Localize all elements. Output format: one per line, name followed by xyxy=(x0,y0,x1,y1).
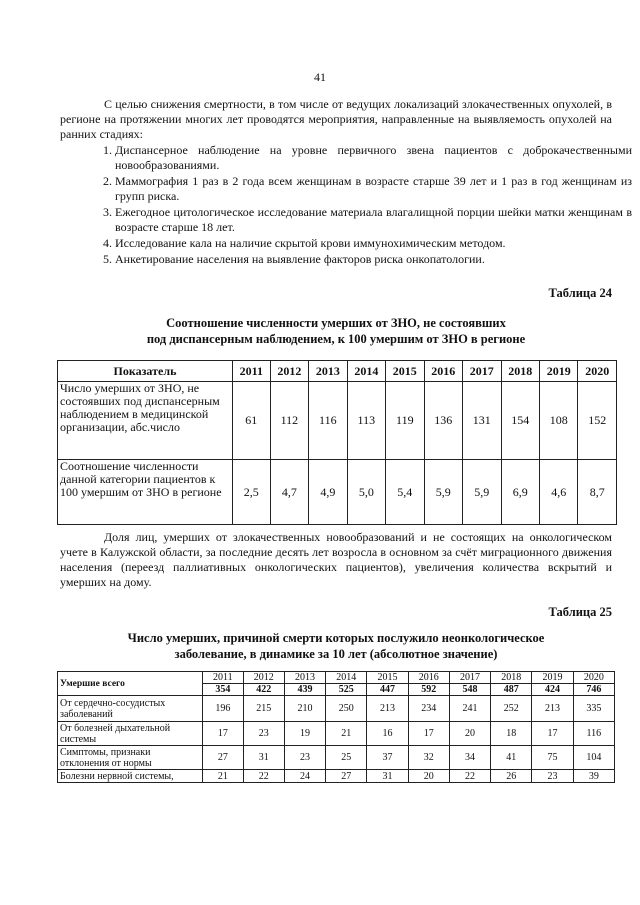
value-cell: 19 xyxy=(284,722,325,746)
value-cell: 20 xyxy=(449,722,490,746)
table-row xyxy=(58,722,615,746)
measures-list xyxy=(95,143,632,268)
table-row xyxy=(58,382,617,460)
value-cell: 335 xyxy=(573,696,614,722)
value-cell: 31 xyxy=(243,746,284,770)
value-cell: 2,5 xyxy=(233,460,271,525)
value-cell: 39 xyxy=(573,770,614,783)
value-cell: 116 xyxy=(573,722,614,746)
year-cell: 2012 xyxy=(270,361,308,382)
year-cell: 2018 xyxy=(501,361,539,382)
value-cell: 6,9 xyxy=(501,460,539,525)
year-cell: 2019 xyxy=(540,361,578,382)
table-25 xyxy=(57,671,615,783)
value-cell: 215 xyxy=(243,696,284,722)
year-cell: 2015 xyxy=(367,672,408,684)
value-cell: 25 xyxy=(326,746,367,770)
total-cell: 487 xyxy=(491,684,532,696)
total-cell: 525 xyxy=(326,684,367,696)
value-cell: 5,0 xyxy=(347,460,385,525)
value-cell: 154 xyxy=(501,382,539,460)
year-cell: 2011 xyxy=(203,672,244,684)
list-item: 3. Ежегодное цитологическое исследование материала влагалищной порции шейки матки женщинам в возрасте старше 18 лет. xyxy=(115,205,632,235)
year-cell: 2013 xyxy=(284,672,325,684)
value-cell: 27 xyxy=(203,746,244,770)
value-cell: 22 xyxy=(243,770,284,783)
value-cell: 22 xyxy=(449,770,490,783)
value-cell: 61 xyxy=(233,382,271,460)
value-cell: 210 xyxy=(284,696,325,722)
value-cell: 26 xyxy=(491,770,532,783)
value-cell: 113 xyxy=(347,382,385,460)
value-cell: 8,7 xyxy=(578,460,617,525)
year-cell: 2017 xyxy=(449,672,490,684)
year-cell: 2019 xyxy=(532,672,573,684)
row-label: Число умерших от ЗНО, не состоявших под диспансерным наблюдением в медицинской организации, абс.число xyxy=(58,382,233,460)
row-label: Соотношение численности данной категории пациентов к 100 умершим от ЗНО в регионе xyxy=(58,460,233,525)
header-cell: Показатель xyxy=(58,361,233,382)
table-row xyxy=(58,746,615,770)
row-label: Болезни нервной системы, xyxy=(58,770,203,783)
value-cell: 18 xyxy=(491,722,532,746)
value-cell: 250 xyxy=(326,696,367,722)
row-label: Симптомы, признаки отклонения от нормы xyxy=(58,746,203,770)
year-cell: 2018 xyxy=(491,672,532,684)
table-row xyxy=(58,460,617,525)
header-cell: Умершие всего xyxy=(58,672,203,696)
value-cell: 234 xyxy=(408,696,449,722)
table-header-row xyxy=(58,672,615,684)
value-cell: 23 xyxy=(284,746,325,770)
table-25-title xyxy=(60,630,612,662)
page-number: 41 xyxy=(314,70,326,84)
table-row xyxy=(58,696,615,722)
value-cell: 196 xyxy=(203,696,244,722)
value-cell: 116 xyxy=(309,382,347,460)
row-label: От сердечно-сосудистых заболеваний xyxy=(58,696,203,722)
total-cell: 548 xyxy=(449,684,490,696)
value-cell: 5,4 xyxy=(386,460,424,525)
value-cell: 213 xyxy=(367,696,408,722)
total-cell: 422 xyxy=(243,684,284,696)
table-24-title-line1: Соотношение численности умерших от ЗНО, не состоявших xyxy=(166,316,506,330)
value-cell: 241 xyxy=(449,696,490,722)
year-cell: 2012 xyxy=(243,672,284,684)
value-cell: 4,7 xyxy=(270,460,308,525)
list-item: 5. Анкетирование населения на выявление факторов риска онкопатологии. xyxy=(115,252,632,267)
value-cell: 4,6 xyxy=(540,460,578,525)
value-cell: 75 xyxy=(532,746,573,770)
table-25-caption: Таблица 25 xyxy=(548,605,612,619)
table-header-row xyxy=(58,361,617,382)
value-cell: 152 xyxy=(578,382,617,460)
value-cell: 213 xyxy=(532,696,573,722)
value-cell: 5,9 xyxy=(424,460,462,525)
year-cell: 2020 xyxy=(573,672,614,684)
table-25-title-line1: Число умерших, причиной смерти которых послужило неонкологическое xyxy=(127,631,545,645)
value-cell: 24 xyxy=(284,770,325,783)
total-cell: 447 xyxy=(367,684,408,696)
value-cell: 34 xyxy=(449,746,490,770)
value-cell: 108 xyxy=(540,382,578,460)
list-item: 1. Диспансерное наблюдение на уровне первичного звена пациентов с доброкачественными новообразованиями. xyxy=(115,143,632,173)
value-cell: 23 xyxy=(243,722,284,746)
total-cell: 439 xyxy=(284,684,325,696)
value-cell: 136 xyxy=(424,382,462,460)
table-24-title-line2: под диспансерным наблюдением, к 100 умершим от ЗНО в регионе xyxy=(146,332,526,346)
value-cell: 119 xyxy=(386,382,424,460)
year-cell: 2011 xyxy=(233,361,271,382)
table-25-title-line2: заболевание, в динамике за 10 лет (абсолютное значение) xyxy=(174,647,498,661)
total-cell: 424 xyxy=(532,684,573,696)
value-cell: 31 xyxy=(367,770,408,783)
total-cell: 354 xyxy=(203,684,244,696)
value-cell: 21 xyxy=(326,722,367,746)
row-label: От болезней дыхательной системы xyxy=(58,722,203,746)
value-cell: 20 xyxy=(408,770,449,783)
value-cell: 41 xyxy=(491,746,532,770)
value-cell: 17 xyxy=(532,722,573,746)
value-cell: 5,9 xyxy=(463,460,501,525)
table-24-title xyxy=(60,315,612,347)
value-cell: 21 xyxy=(203,770,244,783)
table-24 xyxy=(57,360,617,525)
year-cell: 2015 xyxy=(386,361,424,382)
total-cell: 592 xyxy=(408,684,449,696)
body-paragraph: Доля лиц, умерших от злокачественных новообразований и не состоящих на онкологическом учете в Калужской области, за последние десять лет возросла в основном за счёт миграционного движения населения (переезд паллиативных онкологических пациентов), увеличения количества вскрытий и умерших на дому. xyxy=(60,530,612,589)
table-row xyxy=(58,770,615,783)
year-cell: 2017 xyxy=(463,361,501,382)
value-cell: 17 xyxy=(408,722,449,746)
table-24-caption: Таблица 24 xyxy=(548,286,612,300)
value-cell: 32 xyxy=(408,746,449,770)
year-cell: 2014 xyxy=(326,672,367,684)
year-cell: 2020 xyxy=(578,361,617,382)
year-cell: 2014 xyxy=(347,361,385,382)
value-cell: 23 xyxy=(532,770,573,783)
year-cell: 2016 xyxy=(408,672,449,684)
value-cell: 112 xyxy=(270,382,308,460)
year-cell: 2013 xyxy=(309,361,347,382)
value-cell: 104 xyxy=(573,746,614,770)
value-cell: 37 xyxy=(367,746,408,770)
list-item: 2. Маммография 1 раз в 2 года всем женщинам в возрасте старше 39 лет и 1 раз в год женщинам из групп риска. xyxy=(115,174,632,204)
value-cell: 27 xyxy=(326,770,367,783)
total-cell: 746 xyxy=(573,684,614,696)
value-cell: 252 xyxy=(491,696,532,722)
value-cell: 16 xyxy=(367,722,408,746)
value-cell: 4,9 xyxy=(309,460,347,525)
intro-paragraph: С целью снижения смертности, в том числе от ведущих локализаций злокачественных опухолей, в регионе на протяжении многих лет проводятся мероприятия, направленные на выявляемость опухолей на ранних стадиях: xyxy=(60,97,612,141)
value-cell: 17 xyxy=(203,722,244,746)
year-cell: 2016 xyxy=(424,361,462,382)
value-cell: 131 xyxy=(463,382,501,460)
list-item: 4. Исследование кала на наличие скрытой крови иммунохимическим методом. xyxy=(115,236,632,251)
